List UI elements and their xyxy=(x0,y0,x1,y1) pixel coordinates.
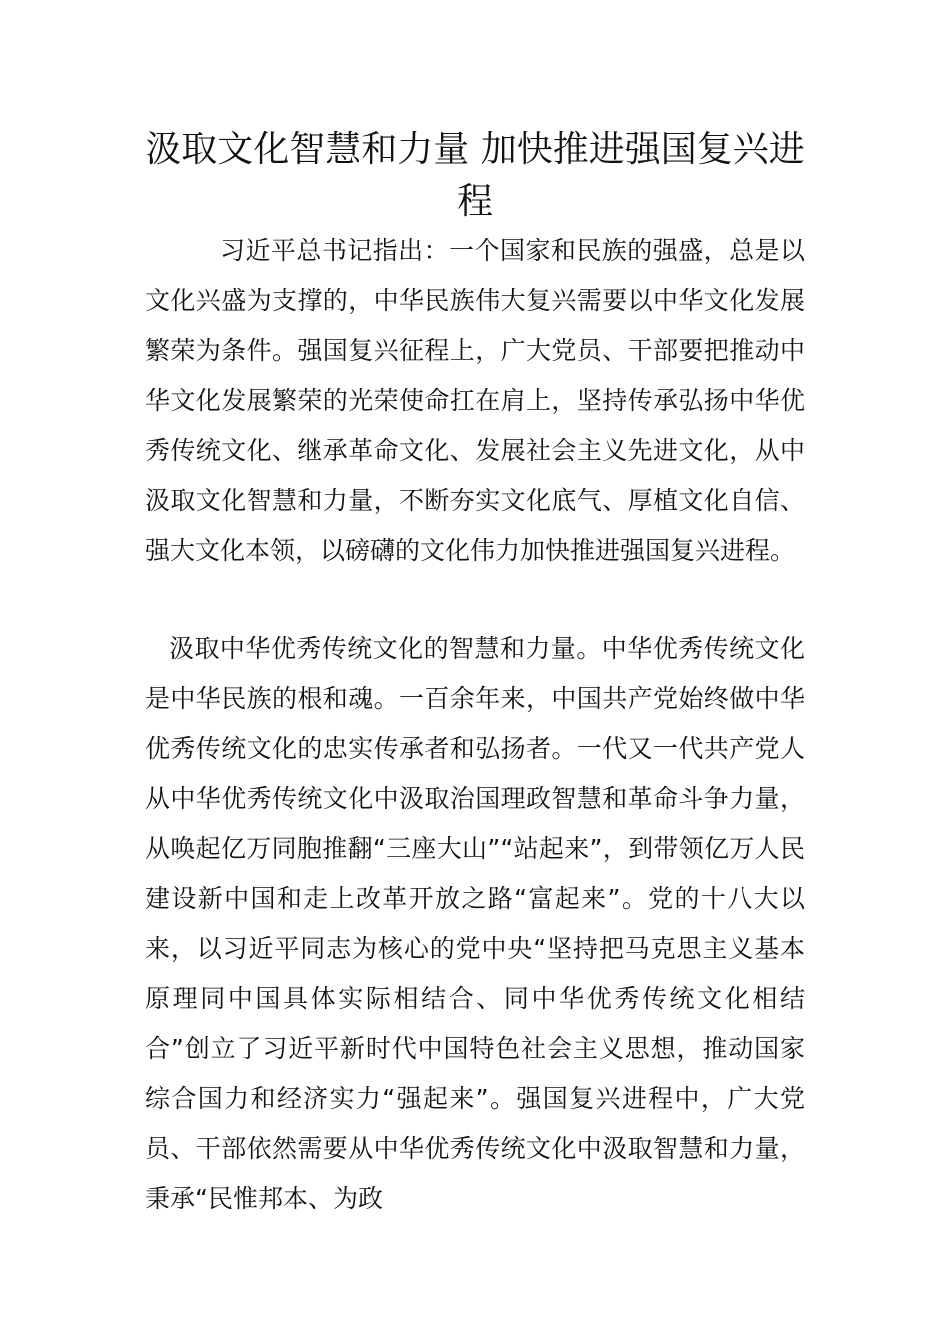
paragraph-traditional-culture: 汲取中华优秀传统文化的智慧和力量。中华优秀传统文化是中华民族的根和魂。一百余年来，中国共产党始终做中华优秀传统文化的忠实传承者和弘扬者。一代又一代共产党人从中华优秀传统文化中汲取治国理政智慧和革命斗争力量，从唤起亿万同胞推翻“三座大山”“站起来”，到带领亿万人民建设新中国和走上改革开放之路“富起来”。党的十八大以来，以习近平同志为核心的党中央“坚持把马克思主义基本原理同中国具体实际相结合、同中华优秀传统文化相结合”创立了习近平新时代中国特色社会主义思想，推动国家综合国力和经济实力“强起来”。强国复兴进程中，广大党员、干部依然需要从中华优秀传统文化中汲取智慧和力量，秉承“民惟邦本、为政 xyxy=(145,634,805,1213)
document-title: 汲取文化智慧和力量 加快推进强国复兴进程 xyxy=(145,129,805,222)
paragraph-intro: 习近平总书记指出：一个国家和民族的强盛，总是以文化兴盛为支撑的，中华民族伟大复兴需要以中华文化发展繁荣为条件。强国复兴征程上，广大党员、干部要把推动中华文化发展繁荣的光荣使命扛在肩上，坚持传承弘扬中华优秀传统文化、继承革命文化、发展社会主义先进文化，从中汲取文化智慧和力量，不断夯实文化底气、厚植文化自信、强大文化本领，以磅礴的文化伟力加快推进强国复兴进程。 xyxy=(145,236,805,565)
